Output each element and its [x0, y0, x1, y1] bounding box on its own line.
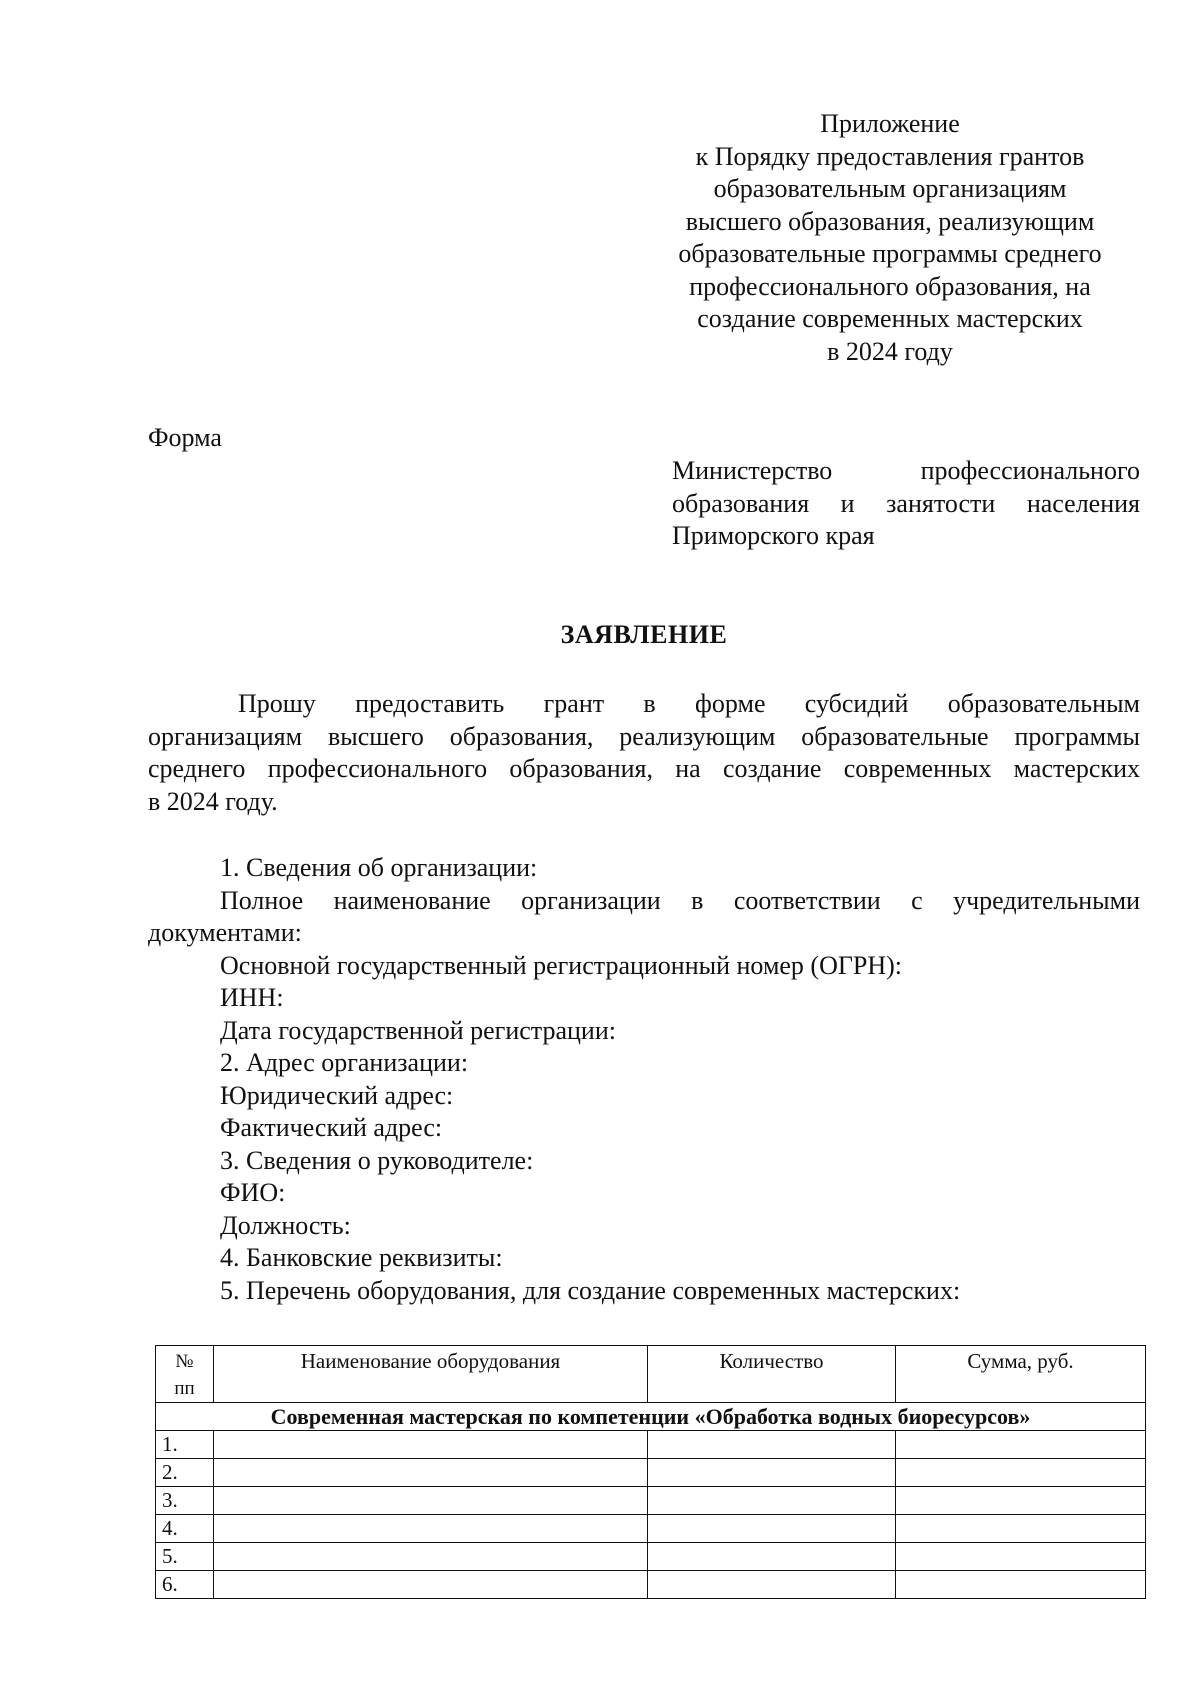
section-equipment-list: 5. Перечень оборудования, для создание современных мастерских: [220, 1275, 961, 1305]
cell-equipment-name [214, 1431, 648, 1459]
field-fio-label: ФИО: [220, 1178, 286, 1207]
ministry-line: Министерство профессионального [672, 456, 1140, 485]
header-quantity: Количество [648, 1346, 896, 1403]
appendix-line: Приложение [820, 109, 960, 138]
ministry-line: Приморского края [672, 521, 875, 550]
field-ogrn-label: Основной государственный регистрационный номер (ОГРН): [220, 950, 903, 980]
appendix-line: к Порядку предоставления грантов [695, 141, 1085, 171]
section-bank-details: 4. Банковские реквизиты: [220, 1243, 503, 1272]
table-header-row [156, 1346, 1146, 1403]
field-registration-date-label: Дата государственной регистрации: [220, 1015, 616, 1045]
appendix-line: высшего образования, реализующим [685, 206, 1095, 236]
cell-quantity [648, 1571, 896, 1599]
field-inn-label: ИНН: [220, 983, 284, 1012]
cell-equipment-name [214, 1459, 648, 1487]
cell-sum [896, 1571, 1146, 1599]
appendix-line: профессионального образования, на [689, 271, 1091, 301]
intro-paragraph [148, 688, 1140, 818]
section-address: 2. Адрес организации: [220, 1048, 469, 1077]
form-label: Форма [148, 423, 222, 452]
cell-number: 3. [156, 1487, 214, 1515]
cell-equipment-name [214, 1543, 648, 1571]
cell-equipment-name [214, 1487, 648, 1515]
section-organization-info: 1. Сведения об организации: [220, 853, 538, 882]
header-sum: Сумма, руб. [896, 1346, 1146, 1403]
cell-sum [896, 1459, 1146, 1487]
document-title: ЗАЯВЛЕНИЕ [560, 620, 728, 649]
cell-sum [896, 1515, 1146, 1543]
appendix-header [620, 108, 1160, 368]
field-position-label: Должность: [220, 1210, 351, 1240]
cell-quantity [648, 1487, 896, 1515]
intro-line: организациям высшего образования, реализующим образовательные программы [148, 721, 1140, 751]
cell-number: 4. [156, 1515, 214, 1543]
appendix-line: в 2024 году [827, 336, 953, 366]
cell-number: 2. [156, 1459, 214, 1487]
section-title: Современная мастерская по компетенции «Обработка водных биоресурсов» [156, 1403, 1146, 1431]
field-actual-address-label: Фактический адрес: [220, 1113, 443, 1142]
field-full-name-label-cont: документами: [148, 918, 302, 947]
section-director: 3. Сведения о руководителе: [220, 1145, 534, 1175]
table-row [156, 1487, 1146, 1515]
cell-quantity [648, 1543, 896, 1571]
ministry-line: образования и занятости населения [672, 488, 1140, 518]
cell-equipment-name [214, 1515, 648, 1543]
header-number [156, 1346, 214, 1403]
cell-sum [896, 1543, 1146, 1571]
field-full-name-label: Полное наименование организации в соответствии с учредительными [220, 885, 1140, 915]
table-row [156, 1543, 1146, 1571]
cell-sum [896, 1431, 1146, 1459]
table-row [156, 1431, 1146, 1459]
equipment-table [155, 1345, 1146, 1599]
header-number-symbol: № [175, 1351, 194, 1372]
table-row [156, 1515, 1146, 1543]
cell-quantity [648, 1515, 896, 1543]
table-row [156, 1459, 1146, 1487]
field-legal-address-label: Юридический адрес: [220, 1080, 454, 1110]
appendix-line: создание современных мастерских [697, 304, 1083, 333]
appendix-line: образовательные программы среднего [678, 239, 1102, 268]
intro-line: в 2024 году. [148, 786, 278, 816]
application-fields [148, 852, 1140, 1307]
cell-equipment-name [214, 1571, 648, 1599]
cell-number: 1. [156, 1431, 214, 1459]
intro-line: Прошу предоставить грант в форме субсидий образовательным [238, 689, 1140, 718]
cell-number: 6. [156, 1571, 214, 1599]
cell-quantity [648, 1459, 896, 1487]
table-section-row [156, 1403, 1146, 1431]
cell-sum [896, 1487, 1146, 1515]
table-row [156, 1571, 1146, 1599]
header-number-abbr: пп [174, 1378, 195, 1399]
addressee-ministry [672, 455, 1140, 553]
intro-line: среднего профессионального образования, на создание современных мастерских [148, 754, 1140, 783]
appendix-line: образовательным организациям [713, 174, 1067, 203]
cell-quantity [648, 1431, 896, 1459]
header-equipment-name: Наименование оборудования [214, 1346, 648, 1403]
cell-number: 5. [156, 1543, 214, 1571]
